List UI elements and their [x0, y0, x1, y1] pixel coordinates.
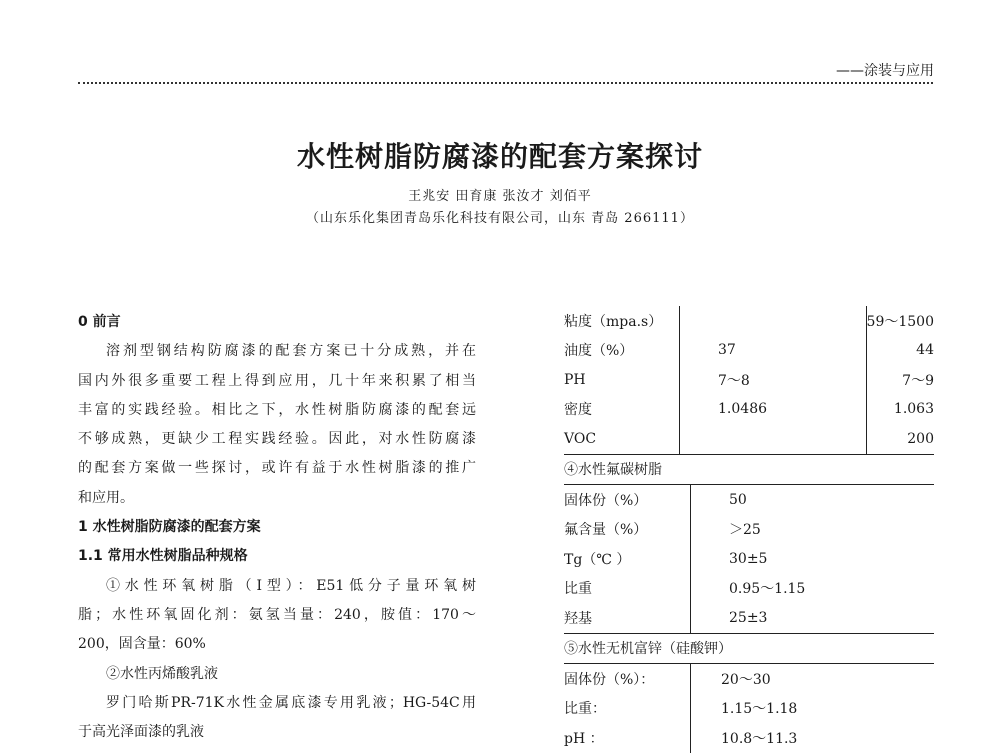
intro-line: 的配套方案做一些探讨，或许有益于水性树脂漆的推广 — [78, 460, 476, 477]
value-cell: 30±5 — [691, 544, 935, 574]
value-cell: 200 — [907, 430, 934, 447]
value-cell: 37 — [680, 336, 867, 366]
property-cell: 油度（%） — [564, 343, 634, 360]
article-affiliation: （山东乐化集团青岛乐化科技有限公司，山东 青岛 266111） — [306, 211, 694, 226]
value-cell: 10.8～11.3 — [691, 723, 935, 753]
left-column — [78, 308, 476, 747]
table-row — [564, 694, 934, 724]
table-row — [564, 664, 934, 694]
intro-line: 丰富的实践经验。相比之下，水性树脂防腐漆的配套远 — [78, 401, 476, 418]
header-dotted-rule — [78, 82, 933, 84]
intro-line: 国内外很多重要工程上得到应用，几十年来积累了相当 — [78, 372, 476, 389]
article-authors: 王兆安 田育康 张汝才 刘佰平 — [408, 189, 592, 204]
table-row — [564, 574, 934, 604]
table-row — [564, 515, 934, 545]
table-row — [564, 306, 934, 336]
section-1-heading: 1 水性树脂防腐漆的配套方案 — [78, 519, 261, 536]
item-1-line: ①水性环氧树脂（Ⅰ型）：E51低分子量环氧树 — [106, 577, 476, 594]
value-cell: 44 — [916, 342, 934, 359]
intro-line: 不够成熟，更缺少工程实践经验。因此，对水性防腐漆 — [78, 431, 476, 448]
group-title-row — [564, 454, 934, 485]
value-cell: 20～30 — [691, 664, 935, 694]
table-row — [564, 395, 934, 425]
value-cell: 1.15～1.18 — [691, 694, 935, 724]
property-cell: 固体份（%） — [564, 492, 648, 509]
table-row — [564, 544, 934, 574]
group-title: ⑤水性无机富锌（硅酸钾） — [564, 633, 934, 664]
property-cell: PH — [564, 371, 586, 388]
property-cell: 固体份（%）： — [564, 671, 655, 688]
value-cell: 59～1500 — [866, 313, 934, 330]
property-cell: VOC — [564, 430, 597, 447]
intro-line: 和应用。 — [78, 489, 134, 506]
item-2-heading: ②水性丙烯酸乳液 — [106, 665, 218, 682]
item-1-line: 脂；水性环氧固化剂：氨氢当量：240，胺值：170～ — [78, 606, 476, 623]
property-cell: 比重 — [564, 581, 592, 598]
property-cell: 粘度（mpa.s） — [564, 313, 663, 330]
table-row — [564, 336, 934, 366]
intro-line: 溶剂型钢结构防腐漆的配套方案已十分成熟，并在 — [106, 343, 476, 360]
right-column — [564, 306, 934, 753]
item-1-line: 200，固含量：60% — [78, 636, 206, 653]
value-cell: 1.063 — [893, 401, 934, 418]
property-cell: 比重： — [564, 701, 606, 718]
table-row — [564, 365, 934, 395]
value-cell: 7～9 — [902, 372, 934, 389]
property-cell: pH ： — [564, 730, 604, 747]
table-row — [564, 424, 934, 454]
value-cell: 0.95～1.15 — [691, 574, 935, 604]
value-cell — [680, 424, 867, 454]
value-cell: 7～8 — [680, 365, 867, 395]
table-row — [564, 603, 934, 633]
section-1-1-heading: 1.1 常用水性树脂品种规格 — [78, 548, 248, 565]
zinc-rich-spec-table — [564, 633, 934, 753]
article-title: 水性树脂防腐漆的配套方案探讨 — [296, 140, 703, 173]
group-title: ④水性氟碳树脂 — [564, 454, 934, 485]
running-header: ——涂装与应用 — [836, 63, 934, 79]
property-cell: 氟含量（%） — [564, 522, 648, 539]
table-row — [564, 485, 934, 515]
value-cell: 1.0486 — [680, 395, 867, 425]
value-cell: 25±3 — [691, 603, 935, 633]
table-row — [564, 723, 934, 753]
resin-spec-table — [564, 306, 934, 454]
value-cell: 50 — [691, 485, 935, 515]
value-cell: ＞25 — [691, 515, 935, 545]
property-cell: 羟基 — [564, 610, 592, 627]
item-2-line: 于高光泽面漆的乳液 — [78, 724, 204, 741]
property-cell: Tg（℃ ） — [564, 551, 631, 568]
group-title-row — [564, 633, 934, 664]
section-0-heading: 0 前言 — [78, 314, 121, 330]
item-2-line: 罗门哈斯PR-71K水性金属底漆专用乳液；HG-54C用 — [106, 694, 476, 711]
fluorocarbon-spec-table — [564, 454, 934, 633]
property-cell: 密度 — [564, 402, 592, 419]
value-cell — [680, 306, 867, 336]
